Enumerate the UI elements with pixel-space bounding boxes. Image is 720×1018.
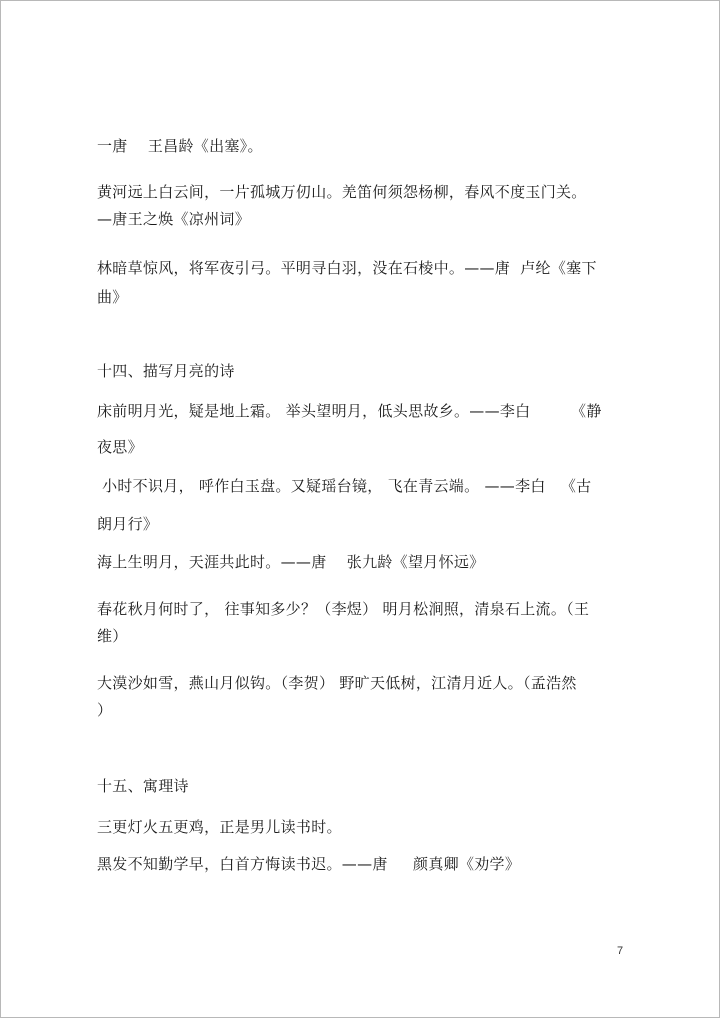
attribution-line: 一唐 王昌龄《出塞》。 (97, 137, 263, 155)
attribution-line: —唐王之焕《凉州词》 (97, 210, 251, 228)
section-heading-moon: 十四、描写月亮的诗 (97, 362, 235, 380)
poem-line-continued: ） (97, 701, 113, 719)
poem-line: 大漠沙如雪，燕山月似钩。（李贺） 野旷天低树，江清月近人。（孟浩然 (97, 674, 577, 692)
poem-line-continued: 朗月行》 (97, 515, 159, 533)
poem-line: 海上生明月，天涯共此时。——唐 张九龄《望月怀远》 (97, 553, 485, 571)
poem-line: 小时不识月， 呼作白玉盘。又疑瑶台镜， 飞在青云端。 ——李白 《古 (97, 477, 592, 495)
poem-line-continued: 维） (97, 627, 128, 645)
poem-line: 床前明月光，疑是地上霜。 举头望明月，低头思故乡。——李白 《静 (97, 402, 602, 420)
poem-line-continued: 曲》 (97, 288, 128, 306)
poem-line: 春花秋月何时了， 往事知多少？（李煜） 明月松涧照，清泉石上流。（王 (97, 600, 590, 618)
poem-line-continued: 夜思》 (97, 438, 143, 456)
poem-line: 三更灯火五更鸡，正是男儿读书时。 (97, 818, 342, 836)
poem-line: 林暗草惊风，将军夜引弓。平明寻白羽，没在石棱中。——唐 卢纶《塞下 (97, 259, 597, 277)
page-number: 7 (617, 945, 624, 957)
poem-line: 黄河远上白云间，一片孤城万仞山。羌笛何须怨杨柳，春风不度玉门关。 (97, 183, 587, 201)
poem-line: 黑发不知勤学早，白首方悔读书迟。——唐 颜真卿《劝学》 (97, 855, 521, 873)
section-heading-philosophy: 十五、寓理诗 (97, 777, 189, 795)
